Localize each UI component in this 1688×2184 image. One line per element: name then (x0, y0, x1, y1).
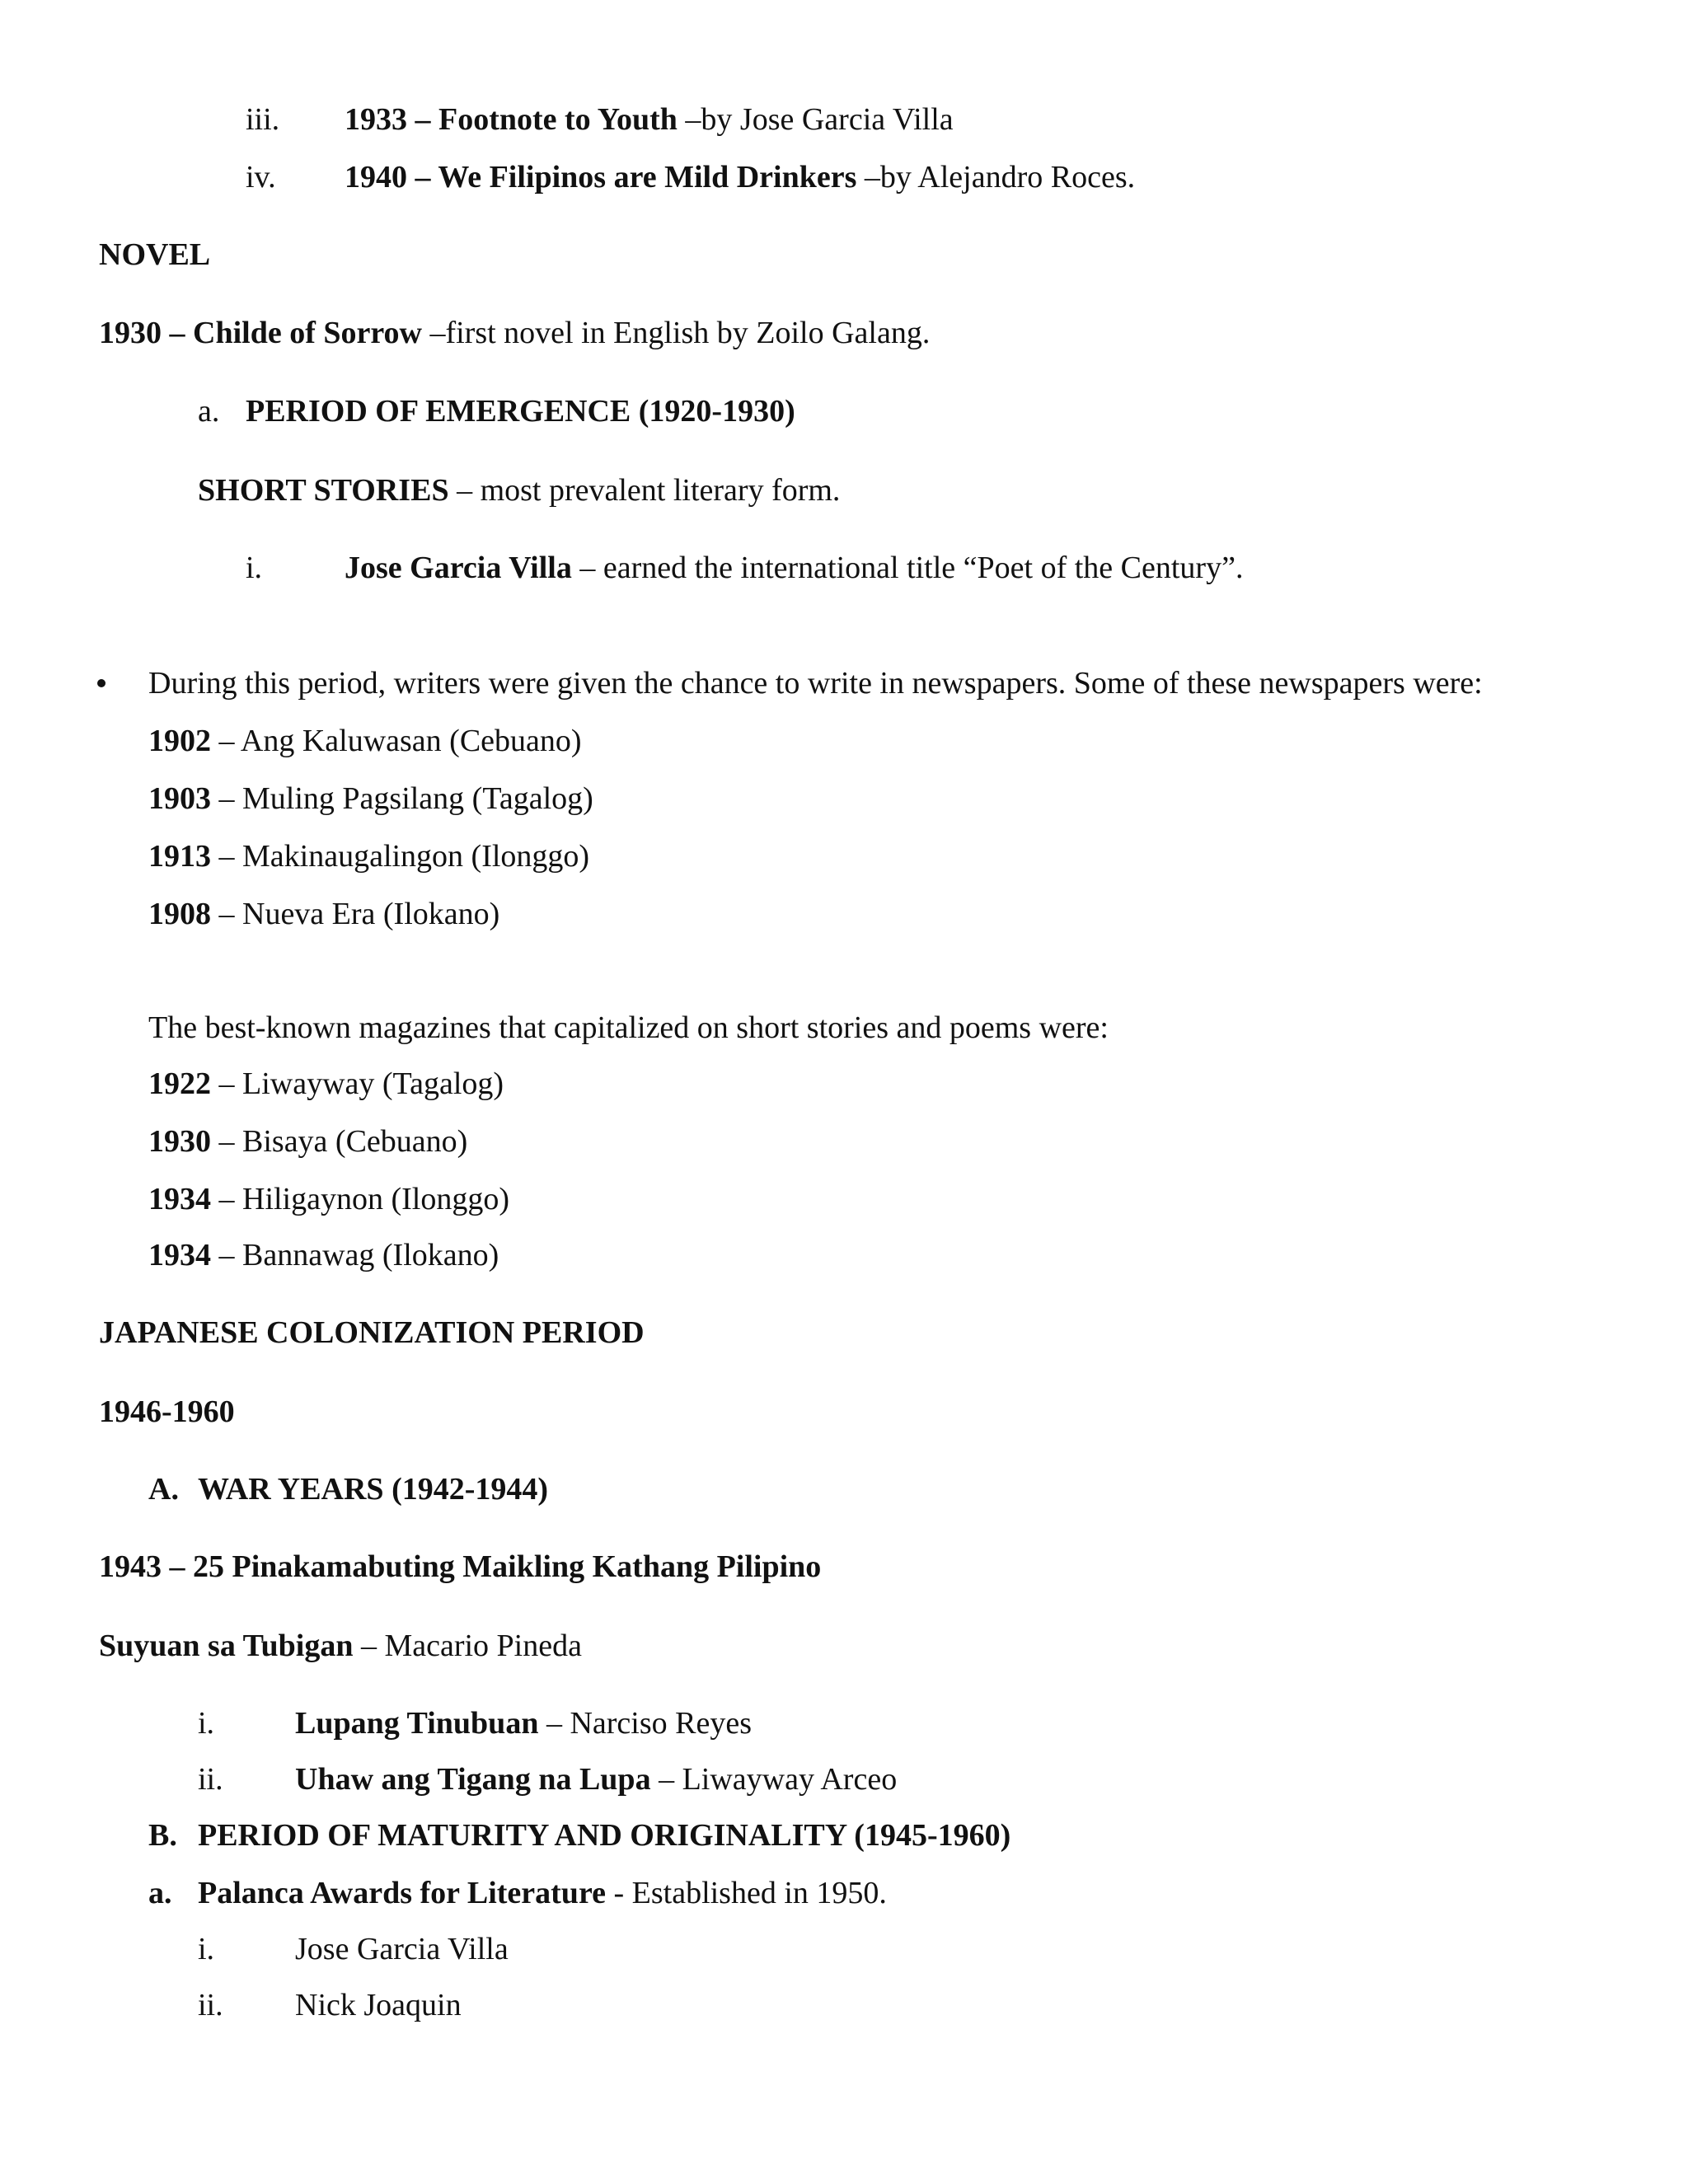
short-stories-desc: – most prevalent literary form. (448, 473, 841, 508)
bullet-text: During this period, writers were given the chance to write in newspapers. Some of these newspapers were: (148, 666, 1483, 701)
list-item (345, 104, 954, 135)
winner-name: Nick Joaquin (295, 1988, 462, 2022)
section-marker: A. (148, 1472, 179, 1507)
story-title: Suyuan sa Tubigan (99, 1629, 354, 1663)
list-marker: iv. (246, 160, 276, 194)
story-title: Lupang Tinubuan (295, 1706, 539, 1741)
magazine-item (148, 1240, 499, 1271)
novel-heading: NOVEL (99, 237, 211, 272)
section-marker: B. (148, 1818, 177, 1853)
collection-title: 1943 – 25 Pinakamabuting Maikling Kathang Pilipino (99, 1549, 822, 1584)
newspaper-name: – Makinaugalingon (Ilonggo) (211, 839, 590, 874)
palanca-title: Palanca Awards for Literature (198, 1876, 606, 1910)
newspaper-name: – Muling Pagsilang (Tagalog) (211, 781, 593, 816)
list-item (295, 1764, 897, 1795)
newspaper-item (148, 783, 593, 814)
war-years-heading: WAR YEARS (1942-1944) (198, 1472, 549, 1507)
item-title: Jose Garcia Villa (345, 551, 572, 585)
short-stories-label: SHORT STORIES (198, 473, 449, 508)
magazine-year: 1934 (148, 1238, 211, 1272)
palanca-desc: - Established in 1950. (605, 1876, 887, 1910)
newspaper-item (148, 841, 589, 872)
item-author: –by Alejandro Roces. (856, 160, 1136, 194)
story-title: Uhaw ang Tigang na Lupa (295, 1762, 651, 1797)
maturity-heading: PERIOD OF MATURITY AND ORIGINALITY (1945-1960) (198, 1818, 1011, 1853)
magazine-name: – Liwayway (Tagalog) (211, 1066, 504, 1101)
item-author: –by Jose Garcia Villa (677, 102, 954, 137)
magazine-year: 1922 (148, 1066, 211, 1101)
newspaper-year: 1902 (148, 724, 211, 758)
newspaper-item (148, 725, 582, 757)
novel-desc: –first novel in English by Zoilo Galang. (421, 316, 931, 350)
newspaper-year: 1903 (148, 781, 211, 816)
winner-name: Jose Garcia Villa (295, 1932, 509, 1966)
short-stories-line (198, 475, 840, 506)
magazine-name: – Hiligaynon (Ilonggo) (211, 1182, 510, 1216)
palanca-line (198, 1877, 887, 1909)
list-marker: iii. (246, 102, 280, 137)
list-marker: i. (246, 551, 263, 585)
newspaper-year: 1908 (148, 897, 211, 931)
story-author: – Liwayway Arceo (650, 1762, 898, 1797)
list-item (345, 162, 1135, 193)
section-marker: a. (198, 394, 220, 429)
japanese-years: 1946-1960 (99, 1394, 235, 1429)
section-marker: a. (148, 1876, 172, 1910)
magazines-intro: The best-known magazines that capitalized on short stories and poems were: (148, 1010, 1109, 1045)
newspaper-item (148, 898, 499, 930)
list-marker: ii. (198, 1762, 223, 1797)
item-title: 1933 – Footnote to Youth (345, 102, 678, 137)
newspaper-year: 1913 (148, 839, 211, 874)
item-title: 1940 – We Filipinos are Mild Drinkers (345, 160, 857, 194)
magazine-year: 1930 (148, 1124, 211, 1159)
bullet-icon (97, 679, 106, 687)
item-desc: – earned the international title “Poet of the Century”. (571, 551, 1244, 585)
suyuan-line (99, 1630, 582, 1661)
magazine-item (148, 1068, 504, 1099)
story-author: – Narciso Reyes (538, 1706, 752, 1741)
story-author: – Macario Pineda (353, 1629, 582, 1663)
emergence-heading: PERIOD OF EMERGENCE (1920-1930) (246, 394, 795, 429)
list-marker: i. (198, 1706, 215, 1741)
japanese-heading: JAPANESE COLONIZATION PERIOD (99, 1315, 645, 1350)
list-item (345, 552, 1243, 583)
novel-entry (99, 317, 930, 349)
magazine-item (148, 1126, 467, 1157)
newspaper-name: – Ang Kaluwasan (Cebuano) (211, 724, 582, 758)
magazine-year: 1934 (148, 1182, 211, 1216)
novel-title: 1930 – Childe of Sorrow (99, 316, 422, 350)
list-marker: i. (198, 1932, 215, 1966)
magazine-item (148, 1183, 509, 1215)
list-item (295, 1708, 752, 1739)
list-marker: ii. (198, 1988, 223, 2022)
newspaper-name: – Nueva Era (Ilokano) (211, 897, 500, 931)
magazine-name: – Bannawag (Ilokano) (211, 1238, 499, 1272)
magazine-name: – Bisaya (Cebuano) (211, 1124, 468, 1159)
